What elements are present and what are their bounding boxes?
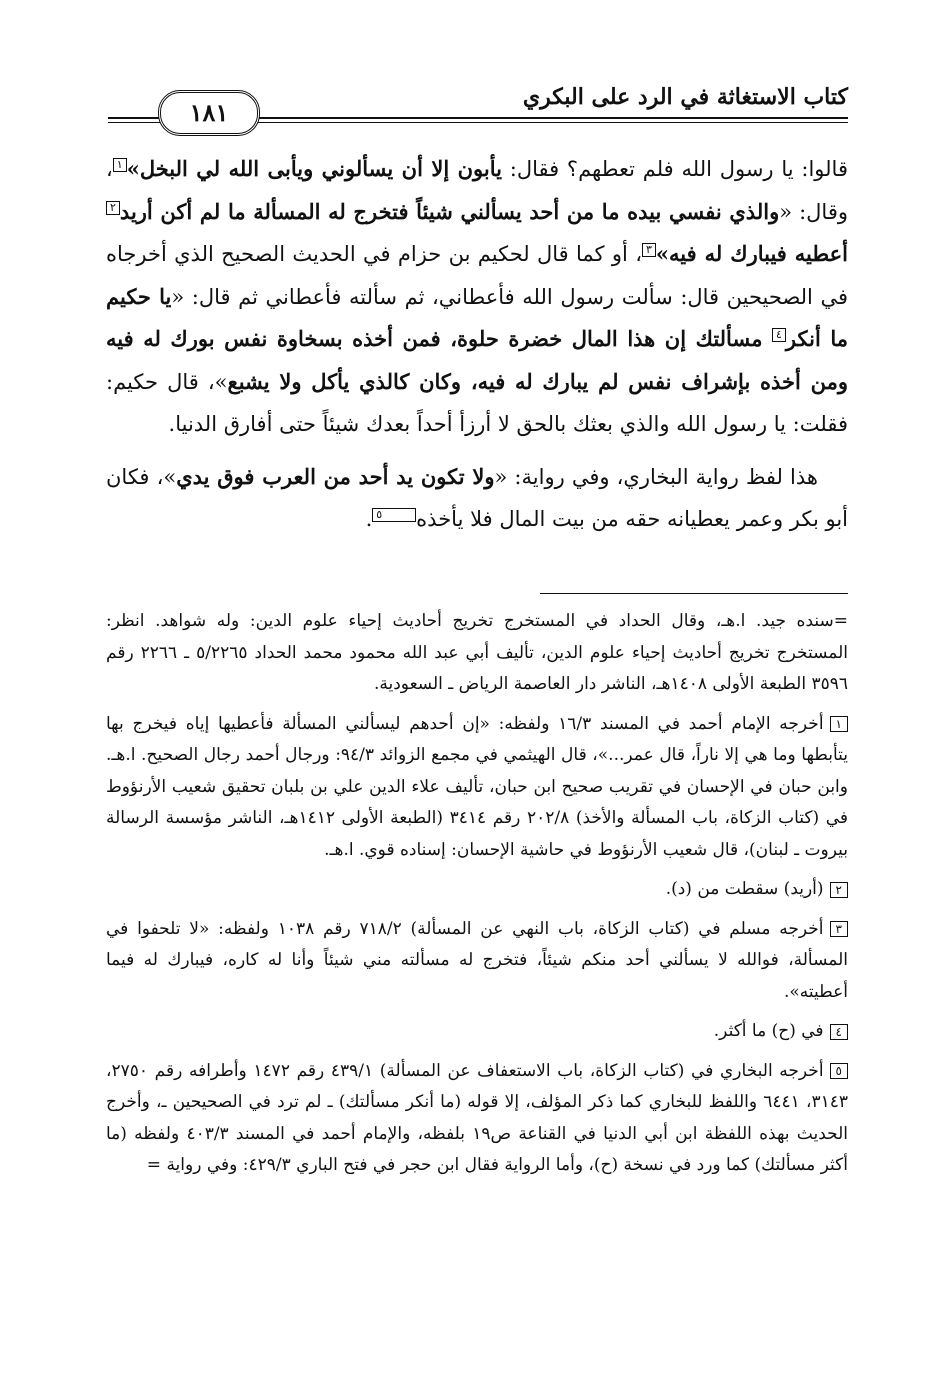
footnote-5 bbox=[106, 1056, 848, 1182]
text-run: ، وقال: « bbox=[106, 157, 849, 224]
hadith-text: ولا تكون يد أحد من العرب فوق يدي bbox=[176, 463, 495, 489]
hadith-text: يأبون إلا أن يسألوني ويأبى الله لي البخل» bbox=[126, 156, 502, 181]
main-text bbox=[106, 148, 848, 541]
footnote-ref-5[interactable]: ٥ bbox=[372, 508, 416, 522]
footnote-text: في (ح) ما أكثر. bbox=[713, 1021, 824, 1041]
footnote-number: ٣ bbox=[830, 921, 848, 937]
footnote-text: (أريد) سقطت من (د). bbox=[665, 879, 824, 899]
footnote-number: ١ bbox=[830, 716, 848, 732]
footnote-ref-2[interactable]: ٢ bbox=[106, 201, 120, 215]
footnote-2 bbox=[106, 874, 848, 906]
footnote-number: ٢ bbox=[830, 882, 848, 898]
footnote-continuation: =سنده جيد. ا.هـ، وقال الحداد في المستخرج تخريج أحاديث إحياء علوم الدين: وله شواهد. انظر: المستخرج تخريج أحاديث إحياء علوم الدين، تأليف أبي عبد الله محمود محمد الحداد ٥/٢٢٦٥ ـ ٢٢٦٦ رقم ٣٥٩٦ الطبعة الأولى ١٤٠٨هـ، الناشر دار العاصمة الرياض ـ السعودية. bbox=[106, 611, 848, 694]
hadith-text: أعطيه فيبارك له فيه» bbox=[655, 241, 848, 266]
text-run: هذا لفظ رواية البخاري، وفي رواية: « bbox=[494, 464, 818, 489]
text-run: »، فكان أبو بكر وعمر يعطيانه حقه من بيت المال فلا يأخذه bbox=[106, 464, 848, 531]
footnote-ref-4[interactable]: ٤ bbox=[772, 328, 786, 342]
page-header bbox=[108, 70, 848, 130]
footnote-separator bbox=[540, 593, 848, 594]
page-number: ١٨١ bbox=[158, 90, 260, 136]
footnote-ref-1[interactable]: ١ bbox=[113, 158, 127, 172]
text-run: ، أو كما قال لحكيم بن حزام في الحديث الصحيح الذي أخرجاه في الصحيحين قال: سألت رسول الله فأعطاني، ثم سألته فأعطاني ثم قال: « bbox=[106, 242, 848, 309]
footnote-3 bbox=[106, 914, 848, 1009]
text-run: قالوا: يا رسول الله فلم تعطهم؟ فقال: bbox=[501, 157, 848, 181]
footnote-ref-3[interactable]: ٣ bbox=[642, 243, 656, 257]
footnotes bbox=[106, 606, 848, 1182]
paragraph-1 bbox=[106, 148, 848, 446]
hadith-text: يا حكيم ما أنكر bbox=[106, 283, 848, 351]
footnote-text: أخرجه البخاري في (كتاب الزكاة، باب الاستعفاف عن المسألة) ٤٣٩/١ رقم ١٤٧٢ وأطرافه رقم ٢٧٥٠، ٣١٤٣، ٦٤٤١ واللفظ للبخاري كما ذكر المؤلف، إلا قوله (ما أنكر مسألتك) ـ لم ترد في الصحيحين ـ، وأخرج الحديث بهذه اللفظة ابن أبي الدنيا في القناعة ص١٩ بلفظه، والإمام أحمد في المسند ٤٠٣/٣ ولفظه (ما أكثر مسألتك) كما ورد في نسخة (ح)، وأما الرواية فقال ابن حجر في فتح الباري ٤٢٩/٣: وفي رواية = bbox=[106, 1060, 849, 1175]
footnote-4 bbox=[106, 1016, 848, 1048]
text-run: »، قال حكيم: فقلت: يا رسول الله والذي بعثك بالحق لا أرزأ أحداً بعدك شيئاً حتى أفارق الدنيا. bbox=[106, 369, 848, 436]
footnote-1 bbox=[106, 709, 848, 867]
hadith-text: مسألتك إن هذا المال خضرة حلوة، فمن أخذه بسخاوة نفس بورك له فيه ومن أخذه بإشراف نفس لم يبارك له فيه، وكان كالذي يأكل ولا يشبع bbox=[106, 326, 848, 394]
footnote-text: أخرجه مسلم في (كتاب الزكاة، باب النهي عن المسألة) ٧١٨/٢ رقم ١٠٣٨ ولفظه: «لا تلحفوا في المسألة، فوالله لا يسألني أحد منكم شيئاً، فتخرج له مسألته مني شيئاً وأنا له كاره، فيبارك له فيما أعطيته». bbox=[106, 918, 848, 1002]
text-run: . bbox=[365, 507, 373, 531]
book-title: كتاب الاستغاثة في الرد على البكري bbox=[522, 84, 848, 110]
footnote-number: ٥ bbox=[830, 1063, 848, 1079]
paragraph-2 bbox=[106, 456, 848, 541]
footnote-text: أخرجه الإمام أحمد في المسند ١٦/٣ ولفظه: «إن أحدهم ليسألني المسألة فأعطيها إياه فيخرج بها يتأبطها وما هي إلا ناراً، قال عمر...»، قال الهيثمي في مجمع الزوائد ٩٤/٣: ورجال أحمد رجال الصحيح. ا.هـ. وابن حبان في الإحسان في تقريب صحيح ابن حبان، تأليف علاء الدين علي بن بلبان تحقيق شعيب الأرنؤوط في (كتاب الزكاة، باب المسألة والأخذ) ٢٠٢/٨ رقم ٣٤١٤ (الطبعة الأولى ١٤١٢هـ، الناشر مؤسسة الرسالة بيروت ـ لبنان)، قال شعيب الأرنؤوط في حاشية الإحسان: إسناده قوي. ا.هـ. bbox=[106, 713, 848, 860]
footnote-number: ٤ bbox=[830, 1024, 848, 1040]
hadith-text: والذي نفسي بيده ما من أحد يسألني شيئاً فتخرج له المسألة ما لم أكن أريد bbox=[119, 198, 780, 224]
